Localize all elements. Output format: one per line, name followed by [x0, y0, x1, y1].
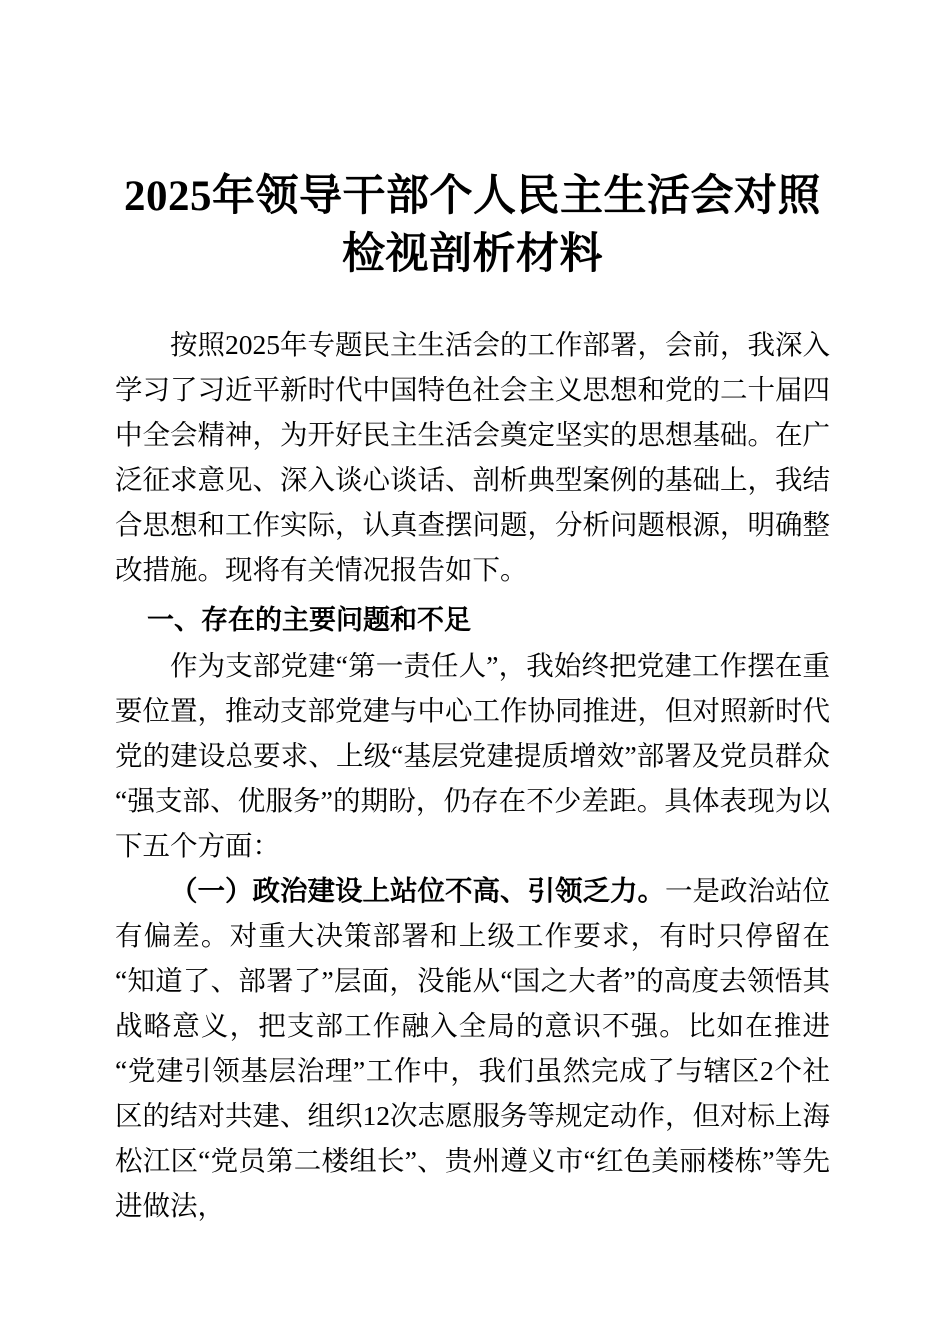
document-body: [115, 0, 830, 1228]
intro-paragraph: 按照2025年专题民主生活会的工作部署，会前，我深入学习了习近平新时代中国特色社会主义思想和党的二十届四中全会精神，为开好民主生活会奠定坚实的思想基础。在广泛征求意见、深入谈心谈话、剖析典型案例的基础上，我结合思想和工作实际，认真查摆问题，分析问题根源，明确整改措施。现将有关情况报告如下。: [115, 329, 830, 585]
document-title: [115, 0, 830, 284]
item-one-lead: （一）政治建设上站位不高、引领乏力。: [170, 875, 665, 906]
section-one-intro-paragraph: 作为支部党建“第一责任人”，我始终把党建工作摆在重要位置，推动支部党建与中心工作协同推进，但对照新时代党的建设总要求、上级“基层党建提质增效”部署及党员群众“强支部、优服务”的期盼，仍存在不少差距。具体表现为以下五个方面：: [115, 650, 830, 861]
item-one-body: 一是政治站位有偏差。对重大决策部署和上级工作要求，有时只停留在“知道了、部署了”层面，没能从“国之大者”的高度去领悟其战略意义，把支部工作融入全局的意识不强。比如在推进“党建引领基层治理”工作中，我们虽然完成了与辖区2个社区的结对共建、组织12次志愿服务等规定动作，但对标上海松江区“党员第二楼组长”、贵州遵义市“红色美丽楼栋”等先进做法，: [115, 875, 830, 1221]
item-one-paragraph: [115, 868, 830, 1228]
document-title-line-2: 检视剖析材料: [342, 231, 603, 278]
document-title-line-1: 2025年领导干部个人民主生活会对照: [124, 173, 821, 220]
section-heading-one: 一、存在的主要问题和不足: [147, 605, 471, 635]
